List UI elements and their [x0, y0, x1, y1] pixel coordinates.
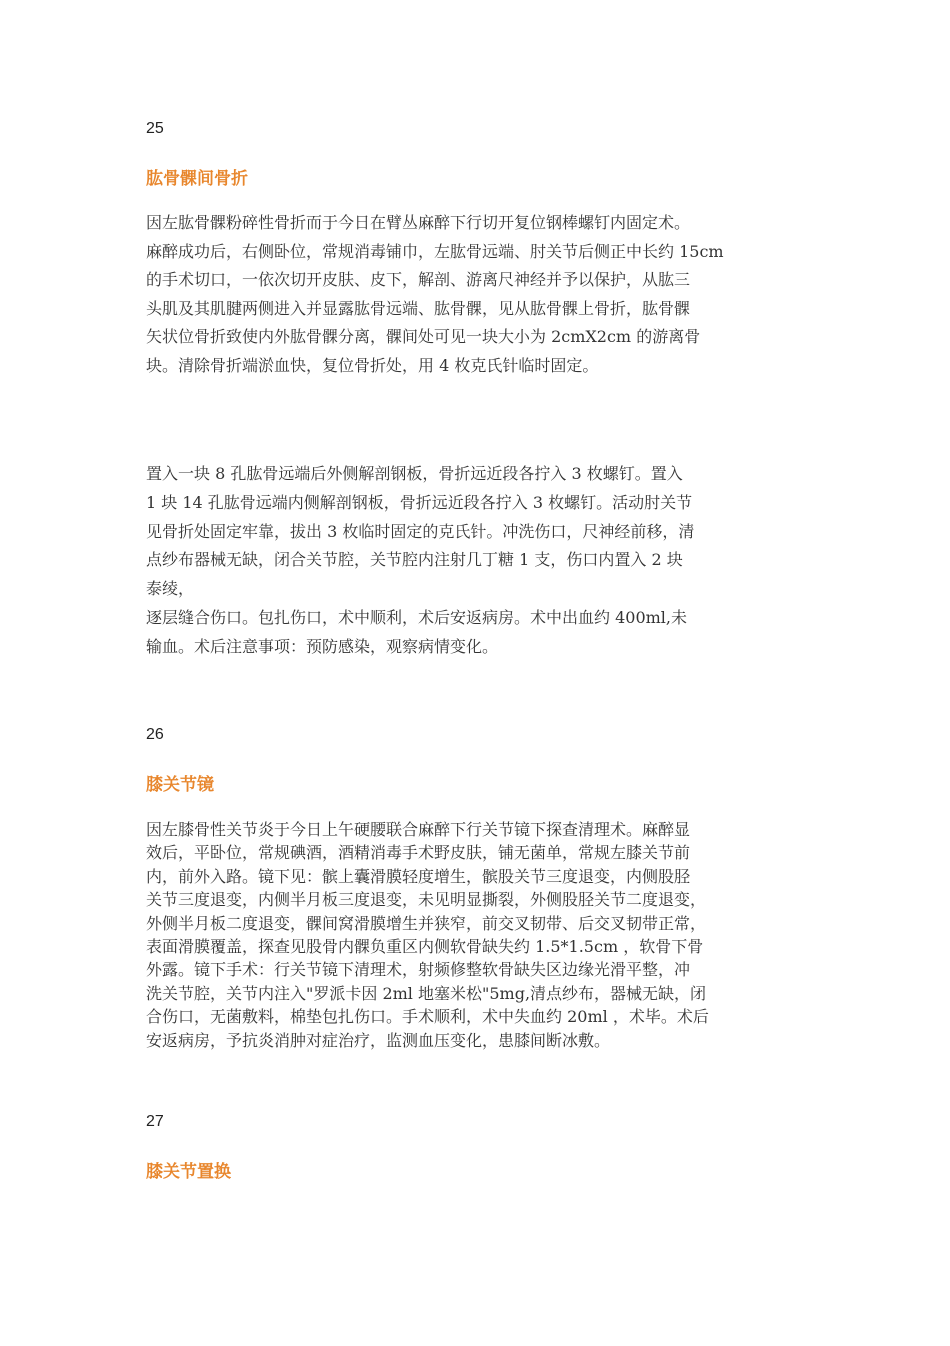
- section-title: 膝关节镜: [146, 775, 214, 795]
- section-number: 27: [146, 1113, 164, 1130]
- text-line: 点纱布器械无缺，闭合关节腔，关节腔内注射几丁糖 1 支，伤口内置入 2 块: [146, 550, 683, 570]
- text-line: 关节三度退变，内侧半月板三度退变，未见明显撕裂，外侧股胫关节二度退变，: [146, 890, 707, 910]
- text-line: 的手术切口，一依次切开皮肤、皮下，解剖、游离尺神经并予以保护，从肱三: [146, 270, 691, 289]
- text-line: 因左肱骨髁粉碎性骨折而于今日在臂丛麻醉下行切开复位钢棒螺钉内固定术。: [146, 213, 691, 232]
- section-number: 25: [146, 120, 164, 137]
- text-line: 外侧半月板二度退变，髁间窝滑膜增生并狭窄，前交叉韧带、后交叉韧带正常，: [146, 913, 707, 933]
- text-line: 合伤口，无菌敷料，棉垫包扎伤口。手术顺利，术中失血约 20ml ，术毕。术后: [146, 1007, 709, 1027]
- text-line: 泰绫，: [146, 579, 195, 599]
- text-line: 逐层缝合伤口。包扎伤口，术中顺利，术后安返病房。术中出血约 400ml,未: [146, 607, 688, 627]
- text-line: 块。清除骨折端淤血快，复位骨折处，用 4 枚克氏针临时固定。: [146, 355, 599, 375]
- text-line: 输血。术后注意事项：预防感染，观察病情变化。: [146, 636, 499, 656]
- text-line: 洗关节腔，关节内注入"罗派卡因 2ml 地塞米松"5mg,清点纱布，器械无缺，闭: [146, 983, 707, 1003]
- text-line: 因左膝骨性关节炎于今日上午硬腰联合麻醉下行关节镜下探查清理术。麻醉显: [146, 820, 691, 839]
- text-line: 麻醉成功后，右侧卧位，常规消毒铺巾，左肱骨远端、肘关节后侧正中长约 15cm: [146, 241, 724, 261]
- text-line: 效后，平卧位，常规碘酒，酒精消毒手术野皮肤，铺无菌单，常规左膝关节前: [146, 843, 691, 863]
- text-line: 内，前外入路。镜下见：髌上囊滑膜轻度增生，髌股关节三度退变，内侧股胫: [146, 866, 691, 886]
- text-line: 置入一块 8 孔肱骨远端后外侧解剖钢板，骨折远近段各拧入 3 枚螺钉。置入: [146, 464, 683, 483]
- text-line: 见骨折处固定牢靠，拔出 3 枚临时固定的克氏针。冲洗伤口，尺神经前移，清: [146, 521, 695, 541]
- paragraph: [146, 818, 826, 1052]
- paragraph: [146, 460, 826, 662]
- section-number: 26: [146, 726, 164, 743]
- text-line: 矢状位骨折致使内外肱骨髁分离，髁间处可见一块大小为 2cmX2cm 的游离骨: [146, 327, 701, 346]
- text-line: 头肌及其肌腱两侧进入并显露肱骨远端、肱骨髁，见从肱骨髁上骨折，肱骨髁: [146, 298, 691, 318]
- section-title: 膝关节置换: [146, 1162, 231, 1182]
- text-line: 1 块 14 孔肱骨远端内侧解剖钢板，骨折远近段各拧入 3 枚螺钉。活动肘关节: [146, 492, 693, 512]
- paragraph: [146, 209, 826, 380]
- section-title: 肱骨髁间骨折: [146, 169, 248, 189]
- text-line: 表面滑膜覆盖，探查见股骨内髁负重区内侧软骨缺失约 1.5*1.5cm ，软骨下骨: [146, 937, 704, 957]
- text-line: 安返病房，予抗炎消肿对症治疗，监测血压变化，患膝间断冰敷。: [146, 1030, 611, 1050]
- text-line: 外露。镜下手术：行关节镜下清理术，射频修整软骨缺失区边缘光滑平整，冲: [146, 960, 691, 980]
